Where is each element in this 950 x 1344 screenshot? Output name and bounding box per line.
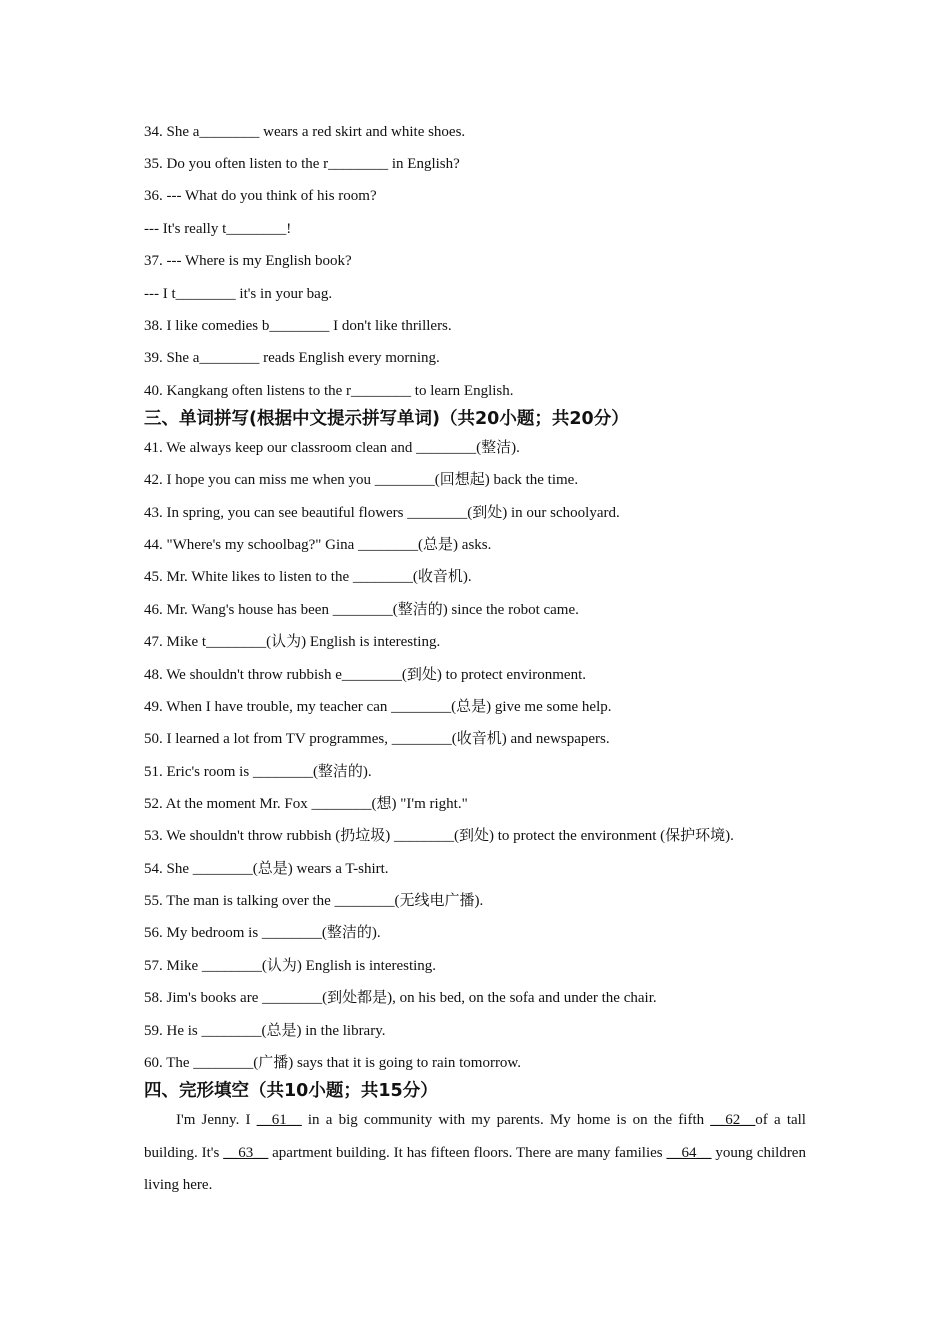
question-37-answer: --- I t________ it's in your bag. (144, 286, 333, 302)
question-45: 45. Mr. White likes to listen to the ________(收音机). (144, 569, 472, 585)
question-50: 50. I learned a lot from TV programmes, ________(收音机) and newspapers. (144, 731, 610, 747)
cloze-text: of a tall building. It's (144, 1112, 806, 1161)
section-3-title: 三、单词拼写(根据中文提示拼写单词)（共20小题；共20分） (144, 409, 629, 429)
cloze-text: young children living here. (144, 1144, 806, 1193)
question-40: 40. Kangkang often listens to the r________ to learn English. (144, 383, 514, 399)
question-42: 42. I hope you can miss me when you ________(回想起) back the time. (144, 472, 579, 488)
question-56: 56. My bedroom is ________(整洁的). (144, 925, 381, 941)
question-49: 49. When I have trouble, my teacher can ________(总是) give me some help. (144, 699, 612, 715)
question-36: 36. --- What do you think of his room? (144, 188, 377, 204)
question-46: 46. Mr. Wang's house has been ________(整洁的) since the robot came. (144, 602, 579, 618)
question-48: 48. We shouldn't throw rubbish e________(到处) to protect environment. (144, 667, 586, 683)
question-59: 59. He is ________(总是) in the library. (144, 1023, 386, 1039)
question-37: 37. --- Where is my English book? (144, 253, 352, 269)
cloze-blank-61: __61__ (256, 1112, 302, 1128)
section-4-title: 四、完形填空（共10小题；共15分） (144, 1081, 438, 1101)
question-36-answer: --- It's really t________! (144, 221, 292, 237)
question-54: 54. She ________(总是) wears a T-shirt. (144, 861, 389, 877)
question-53: 53. We shouldn't throw rubbish (扔垃圾) ________(到处) to protect the environment (保护环境). (144, 828, 734, 844)
question-57: 57. Mike ________(认为) English is interesting. (144, 958, 437, 974)
cloze-passage (144, 1104, 806, 1202)
question-60: 60. The ________(广播) says that it is going to rain tomorrow. (144, 1055, 522, 1071)
question-47: 47. Mike t________(认为) English is interesting. (144, 634, 441, 650)
question-38: 38. I like comedies b________ I don't like thrillers. (144, 318, 452, 334)
question-51: 51. Eric's room is ________(整洁的). (144, 764, 372, 780)
question-39: 39. She a________ reads English every morning. (144, 350, 440, 366)
question-55: 55. The man is talking over the ________(无线电广播). (144, 893, 484, 909)
cloze-blank-64: __64__ (666, 1144, 712, 1161)
cloze-blank-62: __62__ (710, 1112, 756, 1128)
question-43: 43. In spring, you can see beautiful flowers ________(到处) in our schoolyard. (144, 505, 620, 521)
question-34: 34. She a________ wears a red skirt and white shoes. (144, 124, 466, 140)
question-41: 41. We always keep our classroom clean and ________(整洁). (144, 440, 520, 456)
question-52: 52. At the moment Mr. Fox ________(想) "I'm right." (144, 796, 468, 812)
question-44: 44. "Where's my schoolbag?" Gina ________(总是) asks. (144, 537, 492, 553)
cloze-text: I'm Jenny. I (176, 1112, 257, 1128)
cloze-text: in a big community with my parents. My home is on the fifth (301, 1112, 711, 1128)
cloze-blank-63: __63__ (223, 1144, 269, 1161)
cloze-text: apartment building. It has fifteen floors. There are many families (268, 1144, 667, 1161)
question-35: 35. Do you often listen to the r________ in English? (144, 156, 460, 172)
question-58: 58. Jim's books are ________(到处都是), on his bed, on the sofa and under the chair. (144, 990, 657, 1006)
